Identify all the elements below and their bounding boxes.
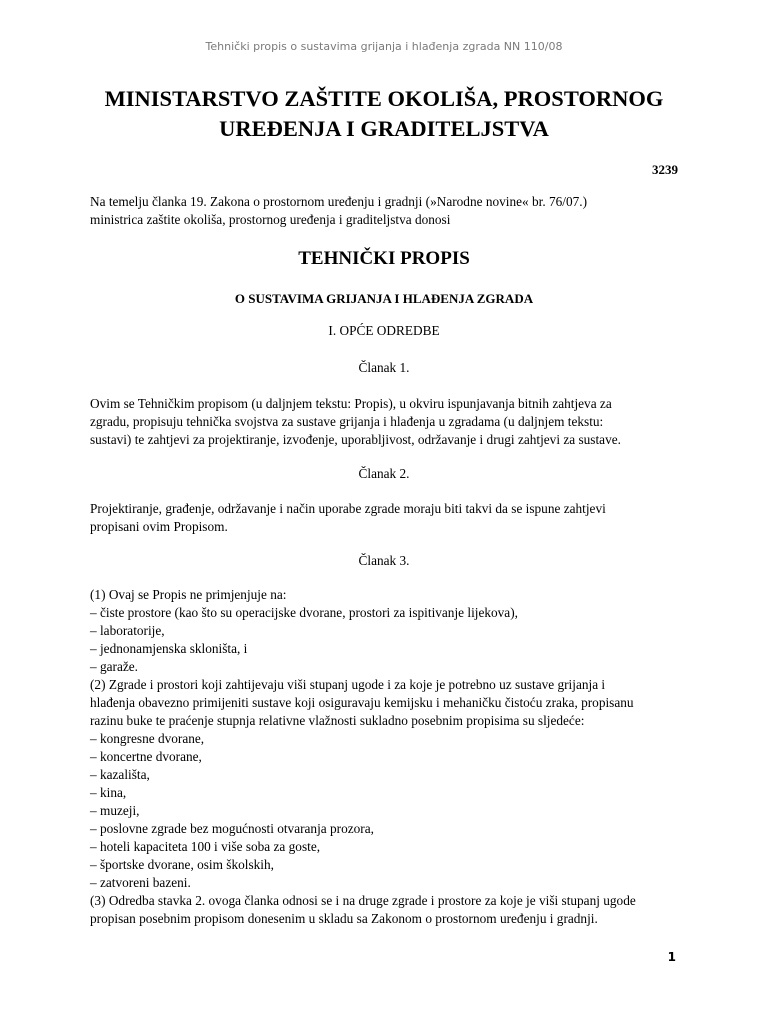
article-3-line: – koncertne dvorane, [90, 749, 202, 764]
article-2-line: Projektiranje, građenje, održavanje i način uporabe zgrade moraju biti takvi da se ispune zahtjevi [90, 501, 606, 516]
article-2-line: propisani ovim Propisom. [90, 519, 228, 534]
article-3-line: hlađenja obavezno primijeniti sustave koji osiguravaju kemijsku i mehaničku čistoću zraka, propisanu [90, 695, 634, 710]
article-3-heading: Članak 3. [358, 553, 410, 568]
ministry-title [60, 84, 708, 144]
article-3-line: (2) Zgrade i prostori koji zahtijevaju viši stupanj ugode i za koje je potrebno uz sustave grijanja i [90, 677, 606, 692]
article-3-line: – garaže. [90, 659, 138, 674]
article-1-line: zgradu, propisuju tehnička svojstva za sustave grijanja i hlađenja u zgradama (u daljnjem tekstu: [90, 414, 604, 429]
article-3-line: – čiste prostore (kao što su operacijske dvorane, prostori za ispitivanje lijekova), [90, 605, 518, 620]
article-1-line: Ovim se Tehničkim propisom (u daljnjem tekstu: Propis), u okviru ispunjavanja bitnih zahtjeva za [90, 396, 612, 411]
article-3-line: – muzeji, [90, 803, 140, 818]
article-3-line: – kazališta, [90, 767, 150, 782]
article-3-line: – kina, [90, 785, 127, 800]
article-3-line: (3) Odredba stavka 2. ovoga članka odnosi se i na druge zgrade i prostore za koje je viši stupanj ugode [90, 893, 636, 908]
article-3-line: – laboratorije, [90, 623, 165, 638]
article-3-line: – hoteli kapaciteta 100 i više soba za goste, [90, 839, 321, 854]
article-3-line: propisan posebnim propisom donesenim u skladu sa Zakonom o prostornom uređenju i gradnji. [90, 911, 598, 926]
article-3-line: – zatvoreni bazeni. [90, 875, 191, 890]
article-1-text [90, 395, 690, 449]
article-3-line: – športske dvorane, osim školskih, [90, 857, 274, 872]
page-number: 1 [667, 950, 676, 964]
preamble-line: Na temelju članka 19. Zakona o prostornom uređenju i gradnji (»Narodne novine« br. 76/07.) [90, 194, 588, 209]
article-3-text [90, 586, 690, 928]
article-3-line: (1) Ovaj se Propis ne primjenjuje na: [90, 587, 287, 602]
preamble [90, 193, 690, 229]
section-heading: I. OPĆE ODREDBE [328, 323, 440, 338]
preamble-line: ministrica zaštite okoliša, prostornog uređenja i graditeljstva donosi [90, 212, 451, 227]
propis-subtitle: O SUSTAVIMA GRIJANJA I HLAĐENJA ZGRADA [234, 291, 534, 306]
article-3-line: razinu buke te praćenje stupnja relativne vlažnosti sukladno posebnim propisima su sljedeće: [90, 713, 585, 728]
article-3-line: – jednonamjenska skloništa, i [90, 641, 248, 656]
article-2-text [90, 500, 690, 536]
ministry-title-line: MINISTARSTVO ZAŠTITE OKOLIŠA, PROSTORNOG [104, 86, 664, 111]
article-1-line: sustavi) te zahtjevi za projektiranje, izvođenje, uporabljivost, održavanje i drugi zahtjevi za sustave. [90, 432, 621, 447]
article-1-heading: Članak 1. [358, 360, 410, 375]
article-2-heading: Članak 2. [358, 466, 410, 481]
article-3-line: – kongresne dvorane, [90, 731, 205, 746]
document-number: 3239 [652, 162, 678, 177]
running-header: Tehnički propis o sustavima grijanja i hlađenja zgrada NN 110/08 [205, 40, 563, 53]
article-3-line: – poslovne zgrade bez mogućnosti otvaranja prozora, [90, 821, 374, 836]
ministry-title-line: UREĐENJA I GRADITELJSTVA [219, 116, 549, 141]
propis-title: TEHNIČKI PROPIS [298, 248, 470, 269]
